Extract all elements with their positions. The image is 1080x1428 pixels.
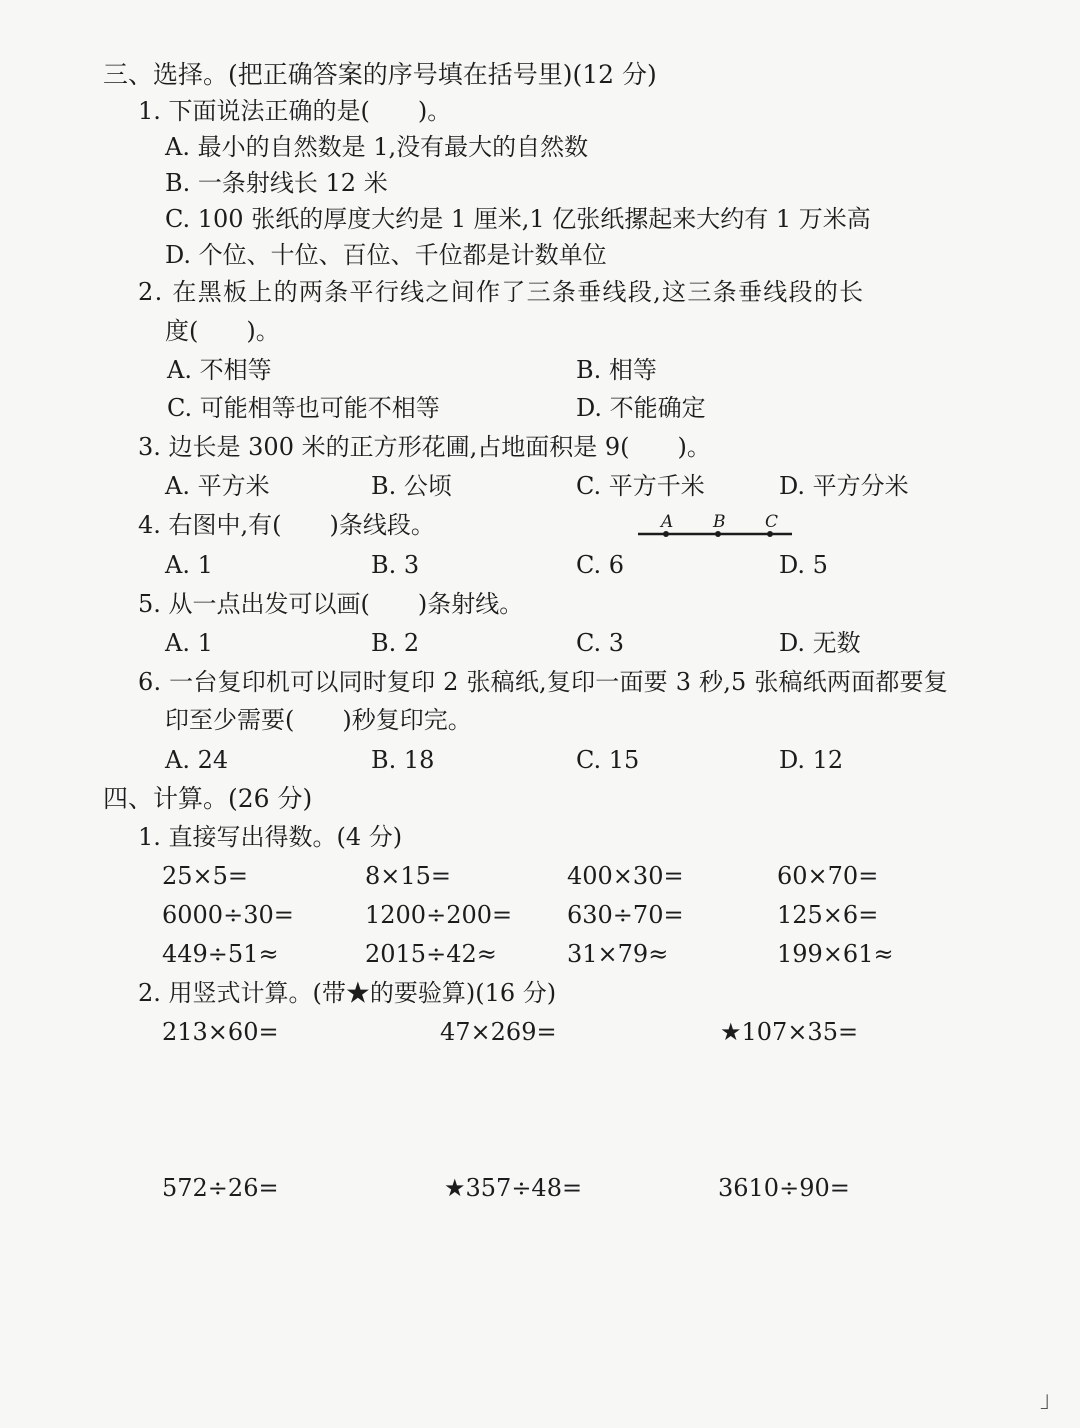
q6-stem-line1: 6. 一台复印机可以同时复印 2 张稿纸,复印一面要 3 秒,5 张稿纸两面都要复 xyxy=(138,668,948,696)
q3-option-a: A. 平方米 xyxy=(165,472,270,500)
calc-q2-stem: 2. 用竖式计算。(带★的要验算)(16 分) xyxy=(138,979,557,1007)
oral-calc-item: 25×5= xyxy=(162,862,249,890)
q4-option-d: D. 5 xyxy=(779,551,828,579)
q2-option-b: B. 相等 xyxy=(576,356,657,384)
q5-option-d: D. 无数 xyxy=(779,629,861,657)
page-corner-mark: 」 xyxy=(1040,1388,1063,1413)
oral-calc-item: 125×6= xyxy=(777,901,879,929)
oral-calc-item: 31×79≈ xyxy=(567,940,669,968)
q4-option-a: A. 1 xyxy=(165,551,213,579)
q2-option-c: C. 可能相等也可能不相等 xyxy=(167,394,440,422)
vertical-calc-item: ★357÷48= xyxy=(444,1174,583,1202)
oral-calc-item: 400×30= xyxy=(567,862,684,890)
vertical-calc-item: 572÷26= xyxy=(162,1174,279,1202)
q4-point-b-label: B xyxy=(713,512,726,532)
oral-calc-item: 199×61≈ xyxy=(777,940,894,968)
oral-calc-item: 1200÷200= xyxy=(365,901,513,929)
oral-calc-item: 449÷51≈ xyxy=(162,940,279,968)
section-4-title: 四、计算。(26 分) xyxy=(103,784,313,813)
q2-option-d: D. 不能确定 xyxy=(576,394,706,422)
q3-option-b: B. 公顷 xyxy=(371,472,452,500)
q6-option-a: A. 24 xyxy=(165,746,229,774)
q4-option-c: C. 6 xyxy=(576,551,625,579)
oral-calc-item: 8×15= xyxy=(365,862,452,890)
q4-point-c-label: C xyxy=(765,512,779,532)
oral-calc-item: 630÷70= xyxy=(567,901,684,929)
q6-option-c: C. 15 xyxy=(576,746,640,774)
q3-stem: 3. 边长是 300 米的正方形花圃,占地面积是 9( )。 xyxy=(138,433,711,461)
q4-option-b: B. 3 xyxy=(371,551,420,579)
vertical-calc-item: 3610÷90= xyxy=(718,1174,850,1202)
q2-stem-line1: 2. 在黑板上的两条平行线之间作了三条垂线段,这三条垂线段的长 xyxy=(138,278,865,306)
vertical-calc-item: ★107×35= xyxy=(720,1018,859,1046)
q5-option-c: C. 3 xyxy=(576,629,625,657)
section-3-title: 三、选择。(把正确答案的序号填在括号里)(12 分) xyxy=(103,60,657,89)
q5-option-a: A. 1 xyxy=(165,629,213,657)
q4-point-a-label: A xyxy=(661,512,674,532)
oral-calc-item: 60×70= xyxy=(777,862,879,890)
calc-q1-stem: 1. 直接写出得数。(4 分) xyxy=(138,823,403,851)
q1-option-b: B. 一条射线长 12 米 xyxy=(165,169,388,197)
q2-stem-line2: 度( )。 xyxy=(165,317,280,345)
q4-line-segment-figure xyxy=(636,510,796,542)
q3-option-d: D. 平方分米 xyxy=(779,472,909,500)
q4-stem: 4. 右图中,有( )条线段。 xyxy=(138,511,435,539)
vertical-calc-item: 47×269= xyxy=(440,1018,557,1046)
q6-option-b: B. 18 xyxy=(371,746,435,774)
q6-stem-line2: 印至少需要( )秒复印完。 xyxy=(165,706,472,734)
q3-option-c: C. 平方千米 xyxy=(576,472,705,500)
q1-option-a: A. 最小的自然数是 1,没有最大的自然数 xyxy=(165,133,589,161)
q1-stem: 1. 下面说法正确的是( )。 xyxy=(138,97,452,125)
q6-option-d: D. 12 xyxy=(779,746,844,774)
oral-calc-item: 2015÷42≈ xyxy=(365,940,497,968)
vertical-calc-item: 213×60= xyxy=(162,1018,279,1046)
q5-stem: 5. 从一点出发可以画( )条射线。 xyxy=(138,590,524,618)
q2-option-a: A. 不相等 xyxy=(167,356,272,384)
q1-option-d: D. 个位、十位、百位、千位都是计数单位 xyxy=(165,241,607,269)
q1-option-c: C. 100 张纸的厚度大约是 1 厘米,1 亿张纸摞起来大约有 1 万米高 xyxy=(165,205,871,233)
q5-option-b: B. 2 xyxy=(371,629,420,657)
oral-calc-item: 6000÷30= xyxy=(162,901,294,929)
